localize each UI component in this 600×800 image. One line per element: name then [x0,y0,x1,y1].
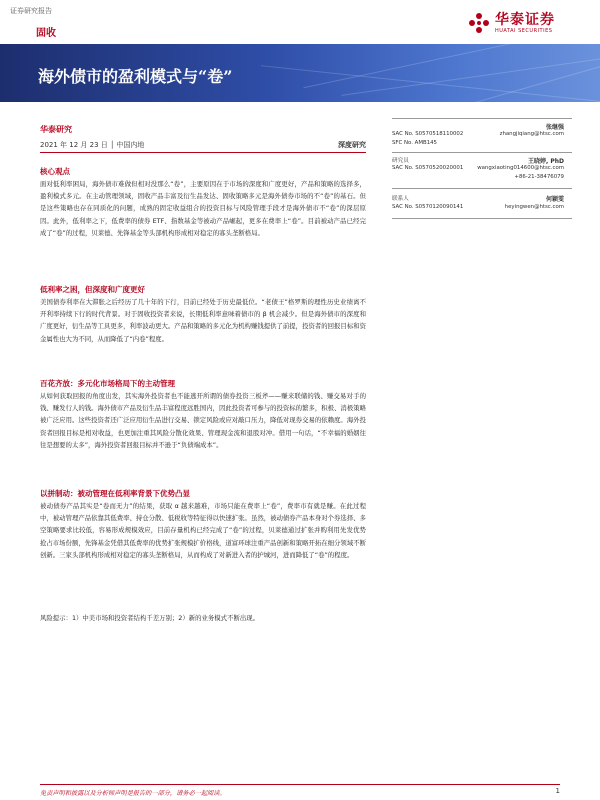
analyst-card [392,194,572,218]
analyst-email[interactable]: wangxiaoting014600@htsc.com [477,165,564,171]
brand-name-cn: 华泰证券 [495,11,555,28]
top-label: 证券研究报告 [10,7,52,15]
analyst-role: 研究员 [392,158,409,164]
section-paragraph: 被动债券产品其实是“卷而无力”的结果，获取 α 越来越难，市场只能在费率上“卷”，费率市有就是赚。在此过程中，被动管理产品依靠其低费率、持仓分散、低税收等特征得以快速扩张。虽然，被动债券产品本身对个券选择、多空策略要求比较低，容易形成规模效应，目前存量机构已经完成了“卷”的过程，贝莱德通过扩张并购利用先发优势抢占市场份额，先锋基金凭借其低费率的优势扩张规模扩价格线，道富环球注重产品创新和策略开拓在细分领域不断创新。三家头部机构形成相对稳定的寡头垄断格局，从而构成了对新进入者的护城河，进而降低了“卷”的程度。 [40,502,366,559]
analyst-name: 张继强 [545,124,564,131]
huatai-logo-icon [468,12,490,34]
footer-rule [40,784,560,785]
section-paragraph: 美国债券利率在大滞胀之后经历了几十年的下行，目前已经处于历史最低位。“老债王”格罗斯的理性历史业绩离不开利率持续下行的时代背景。对于固收投资者来说，长期低利率意味着债市的 β 机会减少。但是海外债市的深度和广度更好，衍生品等工具更多，利率波动更大。产品和策略的多元化为机构赚钱提供了前提，投资者的回报目标和资金属性也大为不同，从而降低了“内卷”程度。 [40,298,366,343]
analyst-email[interactable]: heyingwen@htsc.com [504,204,564,210]
section-paragraph: 面对低利率困局，海外债市难做但相对没那么“卷”，主要原因在于市场的深度和广度更好，产品和策略的选择多，盈利模式多元。在主动管理领域，固收产品丰富及衍生品发达、固收策略多元是海外债券市场的不“卷”的基石。但是这些策略也存在同质化的问题，成熟的固定收益组合的投资目标与风险管理手段才是海外债市不“卷”的深层原因。此外，低利率之下，低费率的债券 ETF、指数基金等被动产品崛起，更多在费率上“卷”。目前被动产品已经完成了“卷”的过程，贝莱德、先锋基金等头部机构形成相对稳定的寡头垄断格局。 [40,180,366,237]
sidebar-rule [392,218,572,219]
section-heading: 低利率之困，但深度和广度更好 [40,285,145,294]
report-title: 海外债市的盈利模式与“卷” [38,67,233,86]
sidebar-rule [392,152,572,153]
title-banner [0,44,600,102]
section-heading: 以拼制动：被动管理在低利率背景下优势凸显 [40,489,190,498]
org-name: 华泰研究 [40,125,72,134]
analyst-role: 联系人 [392,196,409,202]
footer-disclaimer: 免责声明和披露以及分析师声明是报告的一部分，请务必一起阅读。 [40,790,226,797]
analyst-name: 王晓婷, PhD [527,158,564,165]
section-heading: 核心观点 [40,167,70,176]
title-rule [40,152,366,153]
section-paragraph: 从如何获取回报的角度出发，其实海外投资者也不能逃开所谓的债券投资三板斧——赚来联储的钱、赚交易对手的钱、赚发行人的钱。海外债市产品及衍生品丰富程度远胜国内，因此投资者可参与的投资标的繁多，积极、消极策略被广泛应用。这些投资者还广泛应用衍生品进行交易、锁定风险或应对敲口压力，降低对现券交易的依赖度。海外投资者回报目标是相对收益，也更加注重其风险分散化效果、管理现金流和退股对冲。借用一句话，“不幸福的婚姻往往是想要的太多”，海外投资者回报目标并不逊于“负债端成本”。 [40,392,366,449]
date-row [40,140,366,150]
risk-warning: 风险提示：1）中美市场和投资者结构千差万别；2）新的业务模式不断出现。 [40,614,260,622]
analyst-email[interactable]: zhangjiqiang@htsc.com [499,131,564,137]
report-type: 深度研究 [338,141,366,149]
analyst-phone: +86-21-38476079 [514,174,564,180]
report-date: 2021 年 12 月 23 日 │ 中国内地 [40,141,145,149]
report-category: 固收 [36,28,56,39]
analyst-card [392,122,572,152]
sidebar-rule [392,118,572,119]
brand-logo [468,12,555,34]
analyst-sac: SAC No. S0570120090141 [392,204,464,210]
section-heading: 百花齐放：多元化市场格局下的主动管理 [40,379,175,388]
analyst-sfc: SFC No. AMB145 [392,140,437,146]
brand-name-en: HUATAI SECURITIES [495,27,553,34]
analyst-sac: SAC No. S0570518110002 [392,131,464,137]
analyst-card [392,156,572,186]
page-number: 1 [555,787,560,795]
sidebar-rule [392,188,572,189]
analyst-sac: SAC No. S0570520020001 [392,165,464,171]
analyst-name: 何颖雯 [545,196,564,203]
